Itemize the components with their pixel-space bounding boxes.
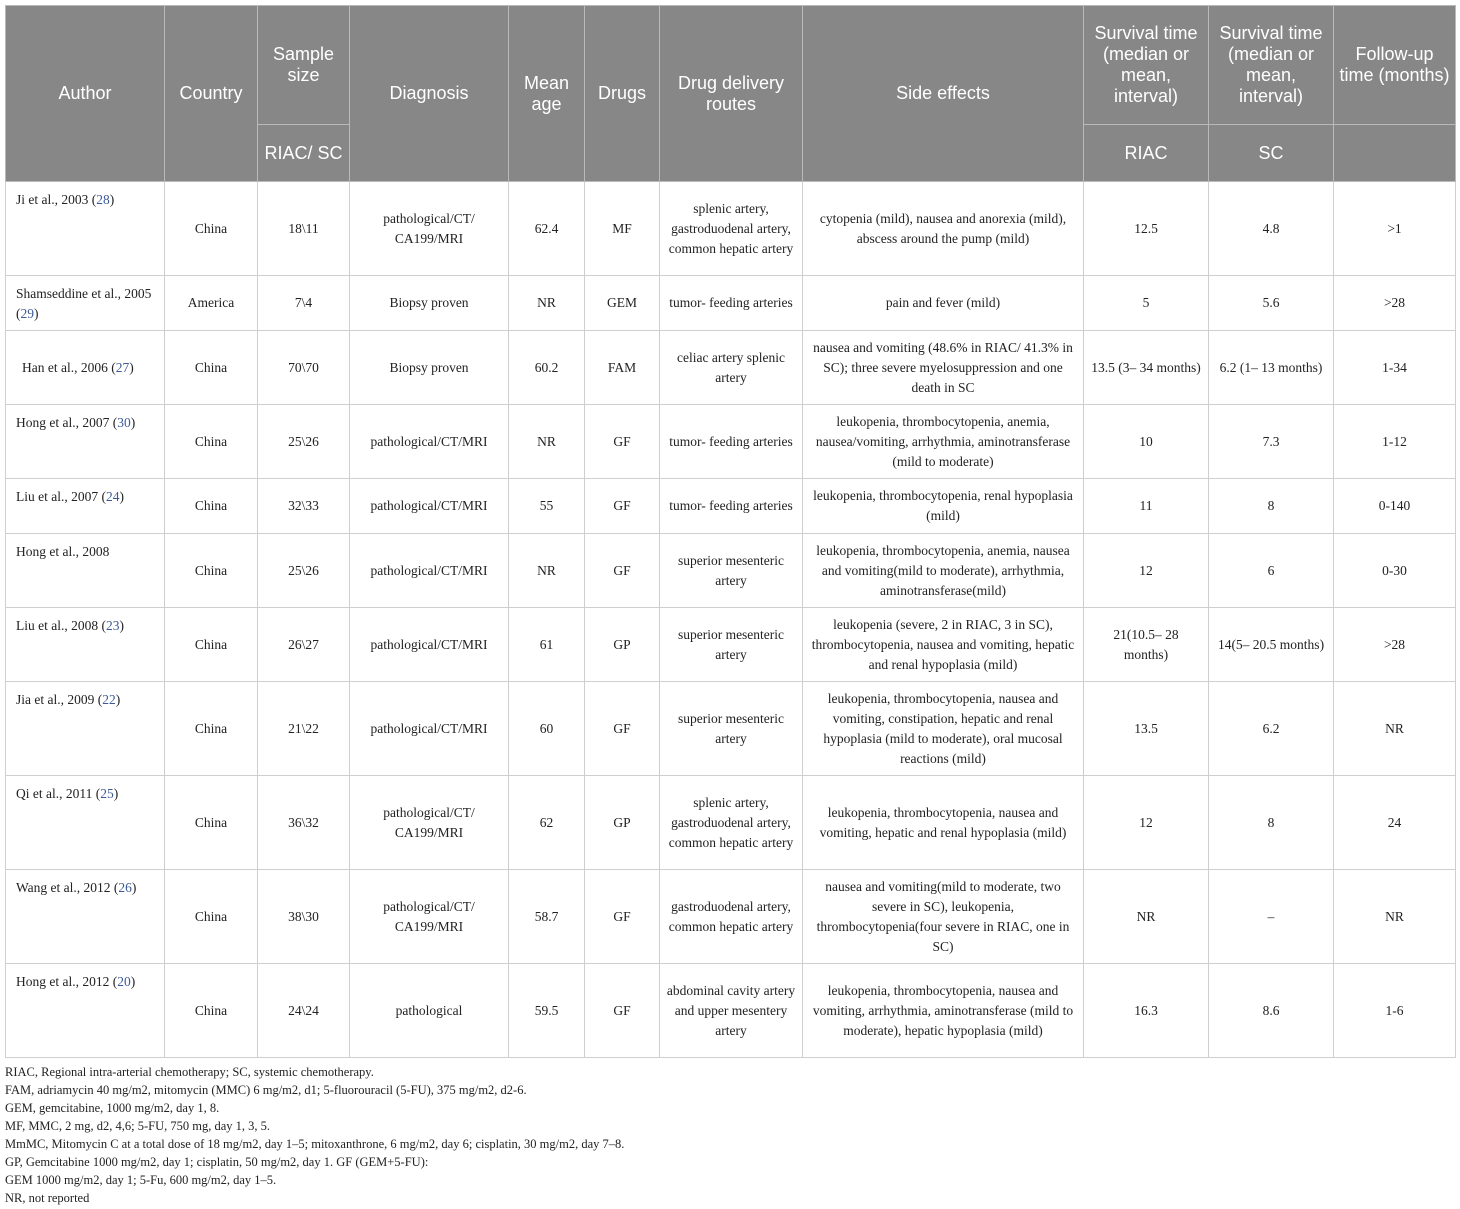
cell-country: China [165, 964, 258, 1058]
cell-riac: 12 [1084, 776, 1209, 870]
cell-side-effects: leukopenia (severe, 2 in RIAC, 3 in SC), thrombocytopenia, nausea and vomiting, hepatic and renal hypoplasia (mild) [803, 608, 1084, 682]
cell-sc: 8 [1209, 479, 1334, 534]
footnote: MmMC, Mitomycin C at a total dose of 18 mg/m2, day 1–5; mitoxanthrone, 6 mg/m2, day 6; cisplatin, 30 mg/m2, day 7–8. [5, 1137, 625, 1151]
cell-age: NR [509, 534, 585, 608]
footnote: NR, not reported [5, 1191, 90, 1205]
table-row [6, 964, 1456, 1058]
cell-author: Liu et al., 2008 (23) [6, 608, 165, 682]
header-sc-sub: SC [1209, 125, 1334, 182]
table-row [6, 776, 1456, 870]
cell-side-effects: nausea and vomiting (48.6% in RIAC/ 41.3% in SC); three severe myelosuppression and one death in SC [803, 331, 1084, 405]
header-riac-sub: RIAC [1084, 125, 1209, 182]
cell-diagnosis: Biopsy proven [350, 276, 509, 331]
cell-drugs: GF [585, 870, 660, 964]
header-diagnosis: Diagnosis [350, 6, 509, 182]
cell-diagnosis: pathological/CT/MRI [350, 534, 509, 608]
cell-sc: – [1209, 870, 1334, 964]
cell-country: China [165, 608, 258, 682]
cell-country: China [165, 331, 258, 405]
study-table [5, 5, 1456, 1058]
header-drugs: Drugs [585, 6, 660, 182]
cell-sc: 4.8 [1209, 182, 1334, 276]
cell-routes: abdominal cavity artery and upper mesentery artery [660, 964, 803, 1058]
cell-age: 59.5 [509, 964, 585, 1058]
header-routes: Drug delivery routes [660, 6, 803, 182]
cell-sample: 32\33 [258, 479, 350, 534]
cell-age: 60 [509, 682, 585, 776]
table-row [6, 682, 1456, 776]
table-row [6, 608, 1456, 682]
cell-riac: 13.5 [1084, 682, 1209, 776]
cell-drugs: GF [585, 479, 660, 534]
cell-age: 62.4 [509, 182, 585, 276]
cell-sc: 8.6 [1209, 964, 1334, 1058]
cell-diagnosis: pathological/CT/ CA199/MRI [350, 776, 509, 870]
header-survival-sc: Survival time (median or mean, interval) [1209, 6, 1334, 125]
cell-diagnosis: pathological/CT/MRI [350, 608, 509, 682]
table-row [6, 405, 1456, 479]
cell-age: 61 [509, 608, 585, 682]
cell-author: Ji et al., 2003 (28) [6, 182, 165, 276]
cell-country: China [165, 682, 258, 776]
cell-drugs: GF [585, 405, 660, 479]
cell-routes: celiac artery splenic artery [660, 331, 803, 405]
cell-age: 62 [509, 776, 585, 870]
cell-diagnosis: pathological/CT/MRI [350, 479, 509, 534]
cell-diagnosis: pathological [350, 964, 509, 1058]
cell-sample: 70\70 [258, 331, 350, 405]
cell-country: America [165, 276, 258, 331]
cell-followup: NR [1334, 682, 1456, 776]
cell-followup: 1-12 [1334, 405, 1456, 479]
cell-routes: splenic artery, gastroduodenal artery, common hepatic artery [660, 182, 803, 276]
header-followup: Follow-up time (months) [1334, 6, 1456, 125]
footnote: MF, MMC, 2 mg, d2, 4,6; 5-FU, 750 mg, day 1, 3, 5. [5, 1119, 270, 1133]
cell-riac: 13.5 (3– 34 months) [1084, 331, 1209, 405]
header-followup-sub [1334, 125, 1456, 182]
cell-sc: 8 [1209, 776, 1334, 870]
header-country: Country [165, 6, 258, 182]
table-row [6, 870, 1456, 964]
cell-followup: 0-30 [1334, 534, 1456, 608]
cell-sc: 6.2 [1209, 682, 1334, 776]
cell-age: 58.7 [509, 870, 585, 964]
cell-sample: 21\22 [258, 682, 350, 776]
cell-sample: 24\24 [258, 964, 350, 1058]
cell-drugs: GP [585, 608, 660, 682]
cell-riac: 16.3 [1084, 964, 1209, 1058]
cell-side-effects: leukopenia, thrombocytopenia, nausea and vomiting, arrhythmia, aminotransferase (mild to moderate), hepatic hypoplasia (mild) [803, 964, 1084, 1058]
cell-routes: tumor- feeding arteries [660, 405, 803, 479]
footnote: GEM 1000 mg/m2, day 1; 5-Fu, 600 mg/m2, day 1–5. [5, 1173, 277, 1187]
cell-sc: 14(5– 20.5 months) [1209, 608, 1334, 682]
cell-routes: superior mesenteric artery [660, 608, 803, 682]
header-survival-riac: Survival time (median or mean, interval) [1084, 6, 1209, 125]
cell-country: China [165, 405, 258, 479]
cell-followup: 1-6 [1334, 964, 1456, 1058]
cell-drugs: GP [585, 776, 660, 870]
cell-sc: 6.2 (1– 13 months) [1209, 331, 1334, 405]
header-mean-age: Mean age [509, 6, 585, 182]
cell-age: 60.2 [509, 331, 585, 405]
cell-author: Liu et al., 2007 (24) [6, 479, 165, 534]
cell-sample: 7\4 [258, 276, 350, 331]
cell-side-effects: pain and fever (mild) [803, 276, 1084, 331]
table-row [6, 331, 1456, 405]
cell-sc: 6 [1209, 534, 1334, 608]
cell-riac: 21(10.5– 28 months) [1084, 608, 1209, 682]
cell-routes: splenic artery, gastroduodenal artery, common hepatic artery [660, 776, 803, 870]
cell-author: Jia et al., 2009 (22) [6, 682, 165, 776]
cell-drugs: GEM [585, 276, 660, 331]
cell-sample: 18\11 [258, 182, 350, 276]
cell-riac: NR [1084, 870, 1209, 964]
cell-diagnosis: pathological/CT/ CA199/MRI [350, 870, 509, 964]
cell-routes: tumor- feeding arteries [660, 479, 803, 534]
cell-country: China [165, 870, 258, 964]
footnote: GP, Gemcitabine 1000 mg/m2, day 1; cisplatin, 50 mg/m2, day 1. GF (GEM+5-FU): [5, 1155, 429, 1169]
cell-sample: 26\27 [258, 608, 350, 682]
cell-author: Qi et al., 2011 (25) [6, 776, 165, 870]
header-author: Author [6, 6, 165, 182]
cell-author: Hong et al., 2008 [6, 534, 165, 608]
cell-drugs: GF [585, 964, 660, 1058]
cell-country: China [165, 776, 258, 870]
cell-drugs: GF [585, 534, 660, 608]
cell-country: China [165, 479, 258, 534]
cell-author: Hong et al., 2007 (30) [6, 405, 165, 479]
cell-age: NR [509, 405, 585, 479]
cell-side-effects: leukopenia, thrombocytopenia, anemia, nausea and vomiting(mild to moderate), arrhythmia, aminotransferase(mild) [803, 534, 1084, 608]
cell-sc: 7.3 [1209, 405, 1334, 479]
table-row [6, 182, 1456, 276]
cell-followup: >28 [1334, 276, 1456, 331]
table-row [6, 479, 1456, 534]
cell-riac: 5 [1084, 276, 1209, 331]
table-body [6, 182, 1456, 1058]
header-sample-sub: RIAC/ SC [258, 125, 350, 182]
cell-drugs: GF [585, 682, 660, 776]
cell-side-effects: leukopenia, thrombocytopenia, renal hypoplasia (mild) [803, 479, 1084, 534]
cell-diagnosis: pathological/CT/MRI [350, 682, 509, 776]
cell-age: NR [509, 276, 585, 331]
cell-riac: 12 [1084, 534, 1209, 608]
cell-sc: 5.6 [1209, 276, 1334, 331]
cell-diagnosis: pathological/CT/MRI [350, 405, 509, 479]
cell-followup: 0-140 [1334, 479, 1456, 534]
cell-age: 55 [509, 479, 585, 534]
cell-followup: 1-34 [1334, 331, 1456, 405]
cell-author: Shamseddine et al., 2005 (29) [6, 276, 165, 331]
footnote: GEM, gemcitabine, 1000 mg/m2, day 1, 8. [5, 1101, 220, 1115]
cell-drugs: FAM [585, 331, 660, 405]
table-row [6, 534, 1456, 608]
table-footnotes [5, 1063, 1455, 1207]
cell-country: China [165, 182, 258, 276]
cell-followup: 24 [1334, 776, 1456, 870]
cell-followup: >1 [1334, 182, 1456, 276]
header-sample-size: Sample size [258, 6, 350, 125]
cell-diagnosis: Biopsy proven [350, 331, 509, 405]
cell-diagnosis: pathological/CT/ CA199/MRI [350, 182, 509, 276]
cell-author: Hong et al., 2012 (20) [6, 964, 165, 1058]
cell-followup: >28 [1334, 608, 1456, 682]
cell-author: Han et al., 2006 (27) [6, 331, 165, 405]
cell-country: China [165, 534, 258, 608]
table-container [5, 5, 1455, 1058]
footnote: RIAC, Regional intra-arterial chemotherapy; SC, systemic chemotherapy. [5, 1065, 374, 1079]
cell-side-effects: leukopenia, thrombocytopenia, nausea and vomiting, constipation, hepatic and renal hypoplasia (mild to moderate), oral mucosal reactions (mild) [803, 682, 1084, 776]
table-row [6, 276, 1456, 331]
cell-side-effects: nausea and vomiting(mild to moderate, two severe in SC), leukopenia, thrombocytopenia(four severe in RIAC, one in SC) [803, 870, 1084, 964]
header-side-effects: Side effects [803, 6, 1084, 182]
cell-sample: 38\30 [258, 870, 350, 964]
cell-riac: 11 [1084, 479, 1209, 534]
cell-riac: 10 [1084, 405, 1209, 479]
cell-routes: superior mesenteric artery [660, 682, 803, 776]
cell-drugs: MF [585, 182, 660, 276]
cell-routes: tumor- feeding arteries [660, 276, 803, 331]
cell-side-effects: leukopenia, thrombocytopenia, nausea and vomiting, hepatic and renal hypoplasia (mild) [803, 776, 1084, 870]
cell-sample: 25\26 [258, 405, 350, 479]
cell-sample: 25\26 [258, 534, 350, 608]
cell-riac: 12.5 [1084, 182, 1209, 276]
footnote: FAM, adriamycin 40 mg/m2, mitomycin (MMC) 6 mg/m2, d1; 5-fluorouracil (5-FU), 375 mg/m2, d2-6. [5, 1083, 527, 1097]
cell-author: Wang et al., 2012 (26) [6, 870, 165, 964]
cell-followup: NR [1334, 870, 1456, 964]
cell-side-effects: cytopenia (mild), nausea and anorexia (mild), abscess around the pump (mild) [803, 182, 1084, 276]
cell-side-effects: leukopenia, thrombocytopenia, anemia, nausea/vomiting, arrhythmia, aminotransferase (mild to moderate) [803, 405, 1084, 479]
table-header [6, 6, 1456, 182]
cell-routes: gastroduodenal artery, common hepatic artery [660, 870, 803, 964]
cell-sample: 36\32 [258, 776, 350, 870]
cell-routes: superior mesenteric artery [660, 534, 803, 608]
